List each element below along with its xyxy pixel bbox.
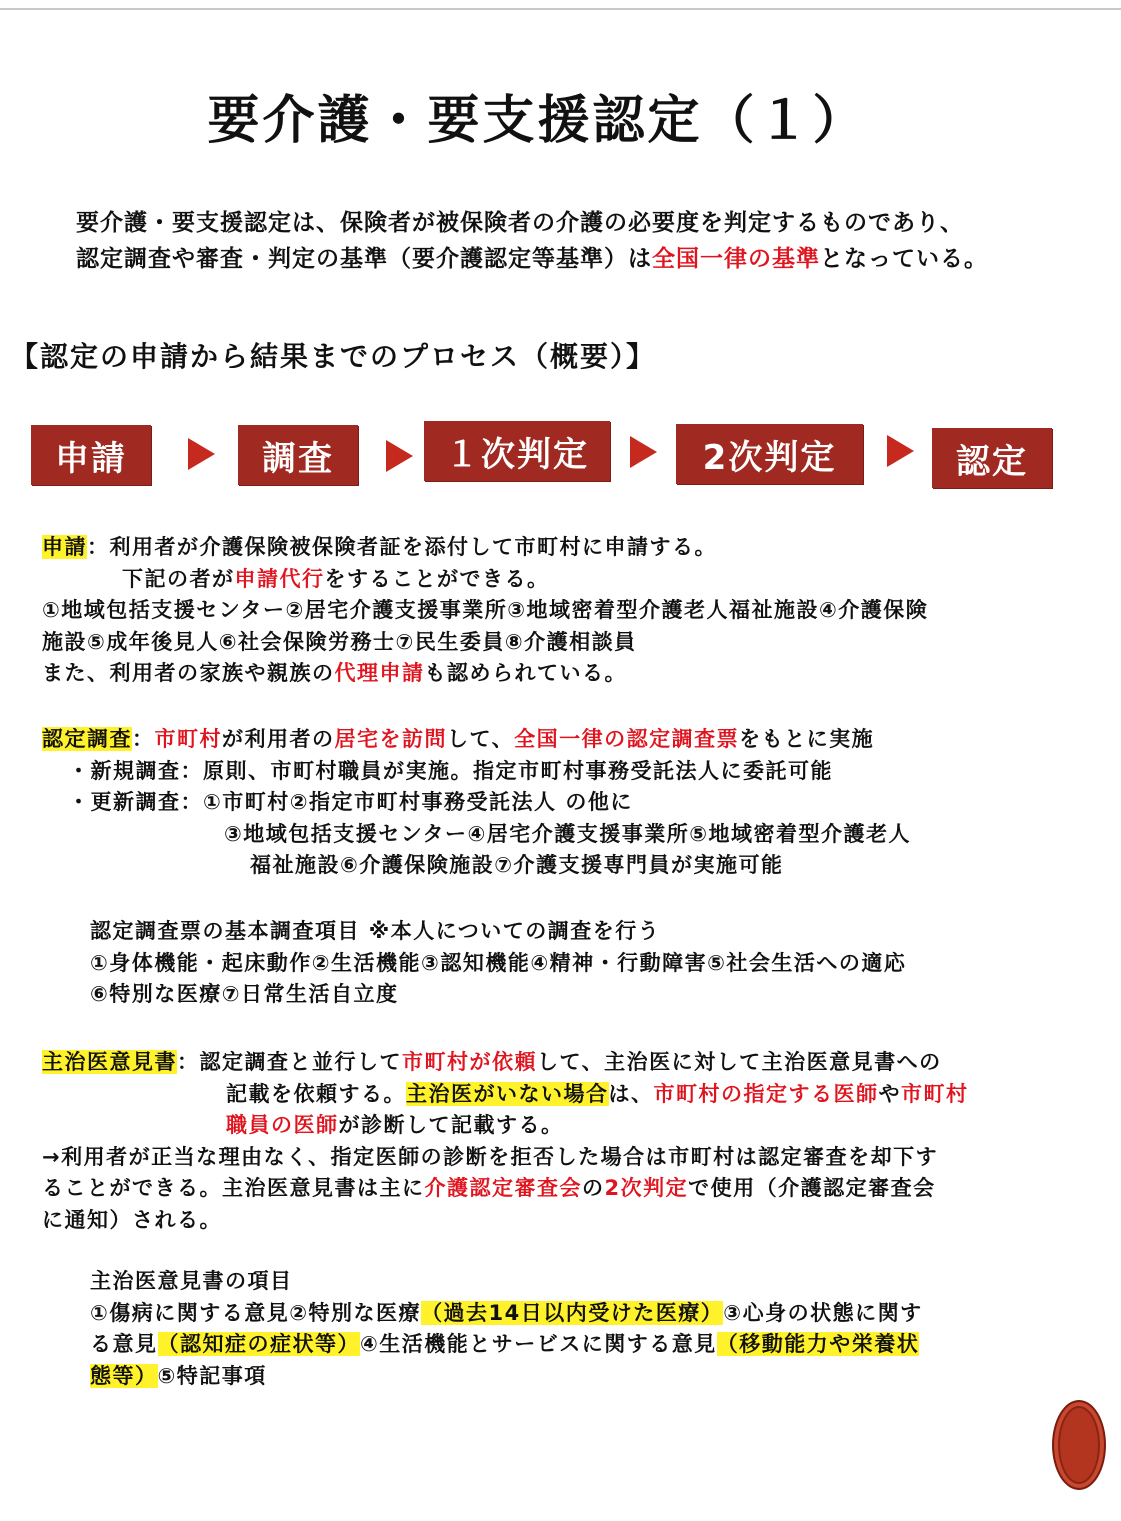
opinion-items bbox=[90, 1266, 923, 1392]
intro-text: となっている。 bbox=[820, 246, 988, 272]
application-line-1 bbox=[42, 532, 928, 564]
opinion-line-2 bbox=[42, 1079, 969, 1111]
page-title: 要介護・要支援認定（１） bbox=[207, 91, 868, 151]
application-line-4: 施設⑤成年後見人⑥社会保険労務士⑦民生委員⑧介護相談員 bbox=[42, 629, 637, 654]
opinion-red-emphasis: 市町村が依頼 bbox=[402, 1050, 537, 1074]
opinion-text: の bbox=[582, 1176, 605, 1200]
opinion-line-1 bbox=[42, 1047, 969, 1079]
survey-items-2: ⑥特別な医療⑦日常生活自立度 bbox=[90, 982, 399, 1006]
opinion-text: ①傷病に関する意見②特別な医療 bbox=[90, 1300, 422, 1325]
opinion-text: して、主治医に対して主治医意見書への bbox=[537, 1050, 942, 1074]
intro-red-emphasis: 全国一律の基準 bbox=[652, 246, 820, 272]
opinion-highlight: （過去14日以内受けた医療） bbox=[421, 1300, 724, 1325]
application-text: も認められている。 bbox=[424, 661, 627, 685]
survey-new: ・新規調査：原則、市町村職員が実施。指定市町村事務受託法人に委託可能 bbox=[68, 758, 833, 783]
opinion-text: や bbox=[878, 1081, 901, 1106]
application-text: また、利用者の家族や親族の bbox=[42, 661, 335, 685]
application-text: 利用者が介護保険被保険者証を添付して市町村に申請する。 bbox=[109, 535, 717, 559]
top-border-line bbox=[0, 8, 1121, 10]
opinion-red-emphasis: 職員の医師 bbox=[226, 1113, 339, 1137]
application-line-2 bbox=[42, 564, 928, 596]
survey-renew-3: 福祉施設⑥介護保険施設⑦介護支援専門員が実施可能 bbox=[250, 853, 784, 877]
opinion-label: 主治医意見書 bbox=[42, 1050, 177, 1074]
opinion-note-3: に通知）される。 bbox=[42, 1207, 222, 1232]
decorative-oval-icon bbox=[1052, 1400, 1106, 1490]
opinion-text: は、 bbox=[608, 1081, 654, 1106]
colon: ： bbox=[177, 1050, 200, 1074]
intro-paragraph bbox=[76, 205, 988, 277]
opinion-highlight: （認知症の症状等） bbox=[157, 1332, 360, 1356]
opinion-items-title: 主治医意見書の項目 bbox=[90, 1269, 293, 1293]
arrow-right-icon bbox=[630, 436, 657, 468]
application-red-emphasis: 申請代行 bbox=[234, 566, 325, 591]
survey-red-emphasis: 市町村 bbox=[154, 727, 222, 751]
opinion-highlight: （移動能力や栄養状 bbox=[716, 1332, 920, 1356]
opinion-items-3 bbox=[90, 1361, 923, 1393]
arrow-right-icon bbox=[887, 435, 914, 467]
application-text: をすることができる。 bbox=[324, 566, 550, 591]
step-first-judgment: １次判定 bbox=[424, 421, 610, 481]
step-second-judgment: 2次判定 bbox=[676, 424, 863, 484]
opinion-line-3 bbox=[42, 1110, 969, 1142]
survey-text: して、 bbox=[447, 727, 515, 751]
survey-renew-2: ③地域包括支援センター④居宅介護支援事業所⑤地域密着型介護老人 bbox=[224, 821, 911, 846]
opinion-text: る意見 bbox=[90, 1332, 158, 1356]
opinion-highlight: 主治医がいない場合 bbox=[406, 1081, 609, 1106]
colon: ： bbox=[87, 535, 110, 559]
application-red-emphasis: 代理申請 bbox=[334, 661, 425, 685]
arrow-right-icon bbox=[188, 438, 215, 470]
opinion-text: ⑤特記事項 bbox=[157, 1363, 267, 1388]
application-label: 申請 bbox=[42, 535, 87, 559]
opinion-items-2 bbox=[90, 1329, 923, 1361]
colon: ： bbox=[132, 727, 155, 751]
survey-red-emphasis: 全国一律の認定調査票 bbox=[514, 727, 740, 751]
survey-line-1 bbox=[42, 724, 911, 756]
opinion-red-emphasis: 2次判定 bbox=[604, 1176, 689, 1200]
survey-red-emphasis: 居宅を訪問 bbox=[334, 727, 447, 751]
intro-line-1: 要介護・要支援認定は、保険者が被保険者の介護の必要度を判定するものであり、 bbox=[76, 210, 964, 236]
opinion-note-2 bbox=[42, 1173, 969, 1205]
survey-text: が利用者の bbox=[222, 727, 335, 751]
step-certification: 認定 bbox=[932, 428, 1052, 488]
opinion-items-1 bbox=[90, 1298, 923, 1330]
opinion-highlight: 態等） bbox=[90, 1363, 158, 1388]
opinion-text: 認定調査と並行して bbox=[199, 1050, 402, 1074]
doctor-opinion-section bbox=[42, 1047, 969, 1236]
opinion-text: ④生活機能とサービスに関する意見 bbox=[360, 1332, 717, 1356]
opinion-text: ることができる。主治医意見書は主に bbox=[42, 1176, 425, 1200]
opinion-note-1: →利用者が正当な理由なく、指定医師の診断を拒否した場合は市町村は認定審査を却下す bbox=[42, 1144, 939, 1169]
survey-renew-1: ・更新調査：①市町村②指定市町村事務受託法人 の他に bbox=[68, 790, 633, 814]
opinion-text: 記載を依頼する。 bbox=[226, 1081, 406, 1106]
survey-label: 認定調査 bbox=[42, 727, 132, 751]
opinion-red-emphasis: 介護認定審査会 bbox=[424, 1176, 582, 1200]
step-survey: 調査 bbox=[238, 425, 358, 485]
application-line-5 bbox=[42, 658, 928, 690]
survey-items-1: ①身体機能・起床動作②生活機能③認知機能④精神・行動障害⑤社会生活への適応 bbox=[90, 950, 907, 975]
opinion-text: が診断して記載する。 bbox=[338, 1113, 564, 1137]
opinion-red-emphasis: 市町村 bbox=[901, 1081, 969, 1106]
intro-line-2 bbox=[76, 241, 988, 277]
step-application: 申請 bbox=[31, 425, 151, 485]
survey-text: をもとに実施 bbox=[739, 727, 875, 751]
application-section bbox=[42, 532, 928, 690]
arrow-right-icon bbox=[386, 440, 413, 472]
application-line-3: ①地域包括支援センター②居宅介護支援事業所③地域密着型介護老人福祉施設④介護保険 bbox=[42, 598, 929, 622]
survey-items bbox=[90, 916, 906, 1011]
survey-items-title: 認定調査票の基本調査項目 ※本人についての調査を行う bbox=[90, 919, 661, 943]
survey-section bbox=[42, 724, 911, 882]
opinion-text: で使用（介護認定審査会 bbox=[688, 1176, 936, 1200]
opinion-red-emphasis: 市町村の指定する医師 bbox=[653, 1081, 879, 1106]
application-text: 下記の者が bbox=[122, 566, 235, 591]
process-heading: 【認定の申請から結果までのプロセス（概要）】 bbox=[10, 340, 657, 373]
intro-text: 認定調査や審査・判定の基準（要介護認定等基準）は bbox=[76, 246, 652, 272]
opinion-text: ③心身の状態に関す bbox=[723, 1300, 923, 1325]
